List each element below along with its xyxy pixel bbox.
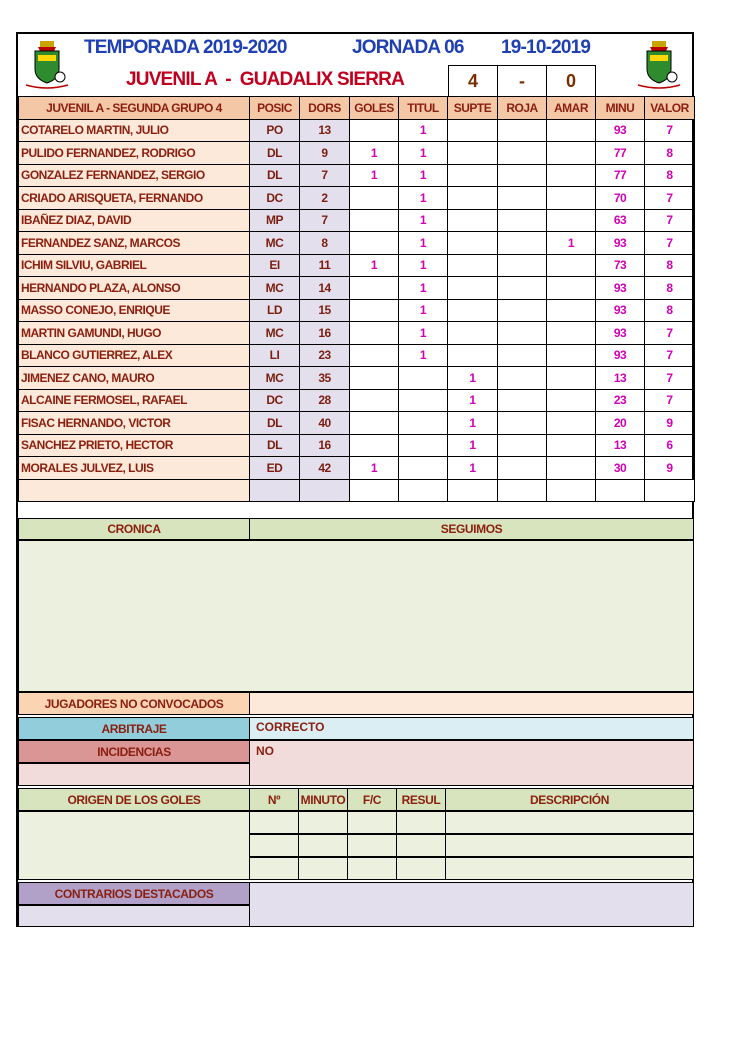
player-amar [547,119,596,142]
player-amar [547,209,596,232]
player-goles [350,389,399,412]
player-titul: 1 [399,119,448,142]
col-goles: GOLES [350,97,399,120]
col-amar: AMAR [547,97,596,120]
player-amar [547,164,596,187]
player-valor: 7 [645,119,695,142]
table-row [19,412,695,435]
player-titul: 1 [399,299,448,322]
table-row-empty [19,479,695,502]
player-roja [498,344,547,367]
origen-col-fc: F/C [347,788,397,811]
player-name: HERNANDO PLAZA, ALONSO [19,277,250,300]
origen-goles-cell[interactable] [396,857,446,880]
origen-goles-cell[interactable] [249,857,299,880]
player-valor: 7 [645,367,695,390]
player-roja [498,209,547,232]
player-pos: DL [250,434,300,457]
table-row [19,344,695,367]
contrarios-extra [18,905,250,927]
player-roja [498,434,547,457]
player-roja [498,119,547,142]
player-pos: MC [250,367,300,390]
player-goles [350,367,399,390]
player-pos: MP [250,209,300,232]
player-valor: 7 [645,344,695,367]
origen-goles-notes [18,811,250,880]
player-supte [448,322,498,345]
player-minu: 63 [596,209,645,232]
player-dors: 11 [300,254,350,277]
player-titul [399,412,448,435]
player-supte: 1 [448,367,498,390]
player-goles: 1 [350,142,399,165]
player-dors: 13 [300,119,350,142]
match-title: JUVENIL A - GUADALIX SIERRA [126,69,405,90]
player-valor: 9 [645,457,695,480]
empty-cell [350,479,399,502]
table-row [19,299,695,322]
player-amar [547,389,596,412]
player-supte [448,187,498,210]
player-name: BLANCO GUTIERREZ, ALEX [19,344,250,367]
origen-goles-cell[interactable] [445,811,694,834]
player-goles [350,412,399,435]
table-row [19,164,695,187]
player-name: IBAÑEZ DIAZ, DAVID [19,209,250,232]
player-goles [350,299,399,322]
player-minu: 13 [596,367,645,390]
player-roja [498,367,547,390]
player-supte: 1 [448,412,498,435]
col-supte: SUPTE [448,97,498,120]
player-name: MASSO CONEJO, ENRIQUE [19,299,250,322]
player-name: SANCHEZ PRIETO, HECTOR [19,434,250,457]
player-goles: 1 [350,254,399,277]
player-titul: 1 [399,164,448,187]
table-row [19,367,695,390]
player-titul [399,367,448,390]
player-supte: 1 [448,457,498,480]
player-titul: 1 [399,344,448,367]
player-amar [547,299,596,322]
player-goles [350,322,399,345]
player-pos: MC [250,277,300,300]
player-goles: 1 [350,164,399,187]
table-row [19,389,695,412]
player-roja [498,277,547,300]
player-goles [350,344,399,367]
player-roja [498,457,547,480]
player-roja [498,232,547,255]
player-supte [448,254,498,277]
player-amar [547,187,596,210]
player-supte [448,164,498,187]
player-dors: 28 [300,389,350,412]
player-name: ALCAINE FERMOSEL, RAFAEL [19,389,250,412]
player-pos: PO [250,119,300,142]
table-row [19,322,695,345]
player-name: JIMENEZ CANO, MAURO [19,367,250,390]
player-roja [498,412,547,435]
player-dors: 16 [300,322,350,345]
player-amar [547,254,596,277]
table-row [19,254,695,277]
table-row [19,434,695,457]
player-valor: 8 [645,299,695,322]
player-dors: 2 [300,187,350,210]
player-titul: 1 [399,254,448,277]
player-valor: 7 [645,389,695,412]
player-pos: DL [250,142,300,165]
player-amar: 1 [547,232,596,255]
origen-col-num: Nº [249,788,299,811]
player-pos: DL [250,412,300,435]
club-crest-left-icon [24,39,70,91]
col-titul: TITUL [399,97,448,120]
player-name: FISAC HERNANDO, VICTOR [19,412,250,435]
cronica-header: CRONICA [18,518,250,540]
no-convocados-field[interactable] [249,692,694,715]
player-pos: LI [250,344,300,367]
table-header-row [19,97,695,120]
player-minu: 93 [596,299,645,322]
player-name: MARTIN GAMUNDI, HUGO [19,322,250,345]
player-pos: EI [250,254,300,277]
origen-col-resul: RESUL [396,788,446,811]
player-roja [498,389,547,412]
player-dors: 14 [300,277,350,300]
player-dors: 9 [300,142,350,165]
round-title: JORNADA 06 [352,37,464,58]
cronica-text-area[interactable] [18,540,694,692]
col-roja: ROJA [498,97,547,120]
player-minu: 93 [596,119,645,142]
player-dors: 8 [300,232,350,255]
player-goles [350,277,399,300]
player-goles [350,187,399,210]
player-minu: 93 [596,232,645,255]
player-amar [547,434,596,457]
player-dors: 7 [300,164,350,187]
player-valor: 7 [645,322,695,345]
empty-cell [399,479,448,502]
table-row [19,277,695,300]
player-name: COTARELO MARTIN, JULIO [19,119,250,142]
match-date: 19-10-2019 [501,37,591,58]
empty-cell [547,479,596,502]
player-roja [498,164,547,187]
player-amar [547,367,596,390]
player-roja [498,254,547,277]
table-row [19,209,695,232]
team-label: JUVENIL A - SEGUNDA GRUPO 4 [19,97,250,120]
players-table [18,96,695,502]
player-supte [448,344,498,367]
player-minu: 93 [596,344,645,367]
player-valor: 9 [645,412,695,435]
player-valor: 8 [645,142,695,165]
player-valor: 7 [645,187,695,210]
player-valor: 6 [645,434,695,457]
player-supte [448,119,498,142]
seguimos-header: SEGUIMOS [249,518,694,540]
player-goles [350,232,399,255]
table-row [19,142,695,165]
incidencias-value[interactable]: NO [249,740,694,786]
origen-goles-cell[interactable] [347,811,397,834]
player-amar [547,344,596,367]
player-supte [448,209,498,232]
contrarios-label: CONTRARIOS DESTACADOS [18,882,250,905]
player-amar [547,277,596,300]
table-row [19,232,695,255]
arbitraje-value[interactable]: CORRECTO [249,717,694,740]
player-name: FERNANDEZ SANZ, MARCOS [19,232,250,255]
player-amar [547,457,596,480]
player-supte [448,232,498,255]
player-minu: 77 [596,142,645,165]
player-valor: 7 [645,209,695,232]
origen-goles-cell[interactable] [298,834,348,857]
col-minu: MINU [596,97,645,120]
player-pos: MC [250,322,300,345]
club-crest-right-icon [636,39,682,91]
table-row [19,119,695,142]
player-valor: 8 [645,164,695,187]
player-titul: 1 [399,142,448,165]
player-dors: 23 [300,344,350,367]
empty-cell [645,479,695,502]
origen-goles-cell[interactable] [445,857,694,880]
origen-col-minuto: MINUTO [298,788,348,811]
player-goles [350,119,399,142]
empty-cell [300,479,350,502]
empty-cell [250,479,300,502]
origen-goles-cell[interactable] [445,834,694,857]
player-supte: 1 [448,434,498,457]
player-pos: DC [250,187,300,210]
player-goles [350,434,399,457]
player-titul: 1 [399,232,448,255]
player-amar [547,322,596,345]
empty-cell [448,479,498,502]
player-titul: 1 [399,322,448,345]
player-titul: 1 [399,187,448,210]
col-dors: DORS [300,97,350,120]
col-valor: VALOR [645,97,695,120]
player-roja [498,299,547,322]
player-minu: 73 [596,254,645,277]
player-minu: 77 [596,164,645,187]
player-roja [498,322,547,345]
player-name: GONZALEZ FERNANDEZ, SERGIO [19,164,250,187]
empty-cell [596,479,645,502]
incidencias-extra [18,763,250,786]
origen-goles-cell[interactable] [249,811,299,834]
player-supte [448,142,498,165]
player-roja [498,187,547,210]
origen-goles-cell[interactable] [396,834,446,857]
player-name: CRIADO ARISQUETA, FERNANDO [19,187,250,210]
player-name: ICHIM SILVIU, GABRIEL [19,254,250,277]
origen-goles-cell[interactable] [249,834,299,857]
table-row [19,457,695,480]
player-titul [399,457,448,480]
empty-cell [498,479,547,502]
player-dors: 40 [300,412,350,435]
player-pos: LD [250,299,300,322]
score-home: 4 [448,65,498,97]
origen-col-descripcion: DESCRIPCIÓN [445,788,694,811]
player-dors: 35 [300,367,350,390]
player-pos: MC [250,232,300,255]
player-goles [350,209,399,232]
player-titul: 1 [399,209,448,232]
player-roja [498,142,547,165]
origen-goles-cell[interactable] [347,834,397,857]
player-minu: 70 [596,187,645,210]
origen-goles-label: ORIGEN DE LOS GOLES [18,788,250,811]
player-minu: 93 [596,322,645,345]
player-minu: 93 [596,277,645,300]
player-titul [399,434,448,457]
empty-cell [19,479,250,502]
player-pos: DL [250,164,300,187]
player-supte [448,299,498,322]
player-titul: 1 [399,277,448,300]
col-posic: POSIC [250,97,300,120]
player-dors: 7 [300,209,350,232]
match-report-sheet [16,32,694,927]
incidencias-label: INCIDENCIAS [18,740,250,763]
origen-goles-cell[interactable] [298,857,348,880]
score-away: 0 [546,65,596,97]
player-titul [399,389,448,412]
player-dors: 15 [300,299,350,322]
no-convocados-label: JUGADORES NO CONVOCADOS [18,692,250,715]
season-title: TEMPORADA 2019-2020 [84,37,287,58]
origen-goles-cell[interactable] [396,811,446,834]
player-minu: 30 [596,457,645,480]
arbitraje-label: ARBITRAJE [18,717,250,740]
player-dors: 16 [300,434,350,457]
origen-goles-cell[interactable] [347,857,397,880]
player-goles: 1 [350,457,399,480]
player-valor: 8 [645,254,695,277]
player-pos: ED [250,457,300,480]
player-valor: 7 [645,232,695,255]
table-row [19,187,695,210]
score-separator: - [497,65,547,97]
contrarios-field[interactable] [249,882,694,927]
player-name: MORALES JULVEZ, LUIS [19,457,250,480]
player-valor: 8 [645,277,695,300]
player-supte [448,277,498,300]
player-minu: 23 [596,389,645,412]
player-dors: 42 [300,457,350,480]
origen-goles-cell[interactable] [298,811,348,834]
player-amar [547,142,596,165]
player-minu: 20 [596,412,645,435]
player-pos: DC [250,389,300,412]
player-name: PULIDO FERNANDEZ, RODRIGO [19,142,250,165]
player-supte: 1 [448,389,498,412]
player-minu: 13 [596,434,645,457]
player-amar [547,412,596,435]
